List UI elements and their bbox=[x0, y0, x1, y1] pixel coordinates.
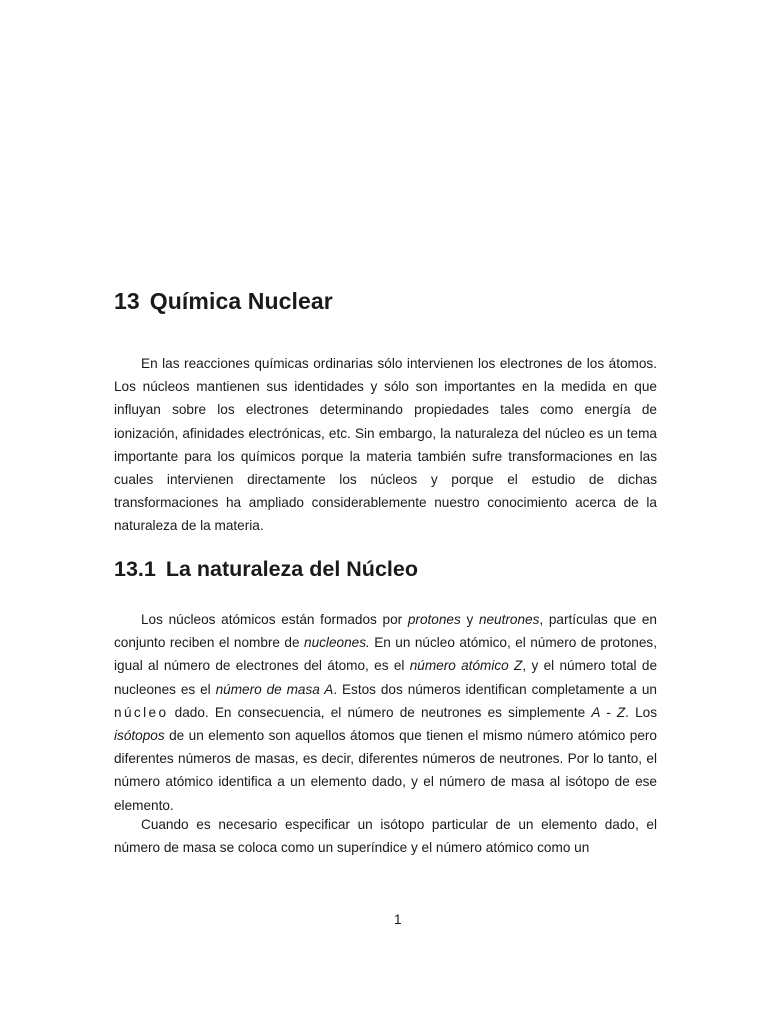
text-run: y bbox=[460, 612, 479, 627]
formula-a-minus-z: A - Z bbox=[591, 704, 626, 720]
term-neutrones: neutrones bbox=[478, 612, 540, 627]
page-number: 1 bbox=[394, 912, 402, 927]
notation-text: Cuando es necesario especificar un isótopo particular de un elemento dado, el número de masa se coloca como un superíndice y el número atómico como un bbox=[114, 817, 657, 856]
term-protones: protones bbox=[407, 612, 461, 627]
nucleus-paragraph bbox=[114, 608, 657, 817]
text-run: dado. En consecuencia, el número de neutrones es simplemente bbox=[168, 704, 592, 720]
spaced-word-nucleo: núcleo bbox=[114, 704, 169, 720]
chapter-number: 13 bbox=[114, 288, 140, 314]
term-numero-de-masa: número de masa A bbox=[215, 681, 334, 697]
text-run: , partículas que en conjunto reciben el nombre de bbox=[114, 612, 657, 651]
document-page bbox=[114, 0, 657, 1024]
term-numero-atomico: número atómico Z bbox=[409, 658, 523, 674]
text-run: Los núcleos atómicos están formados por bbox=[141, 612, 408, 627]
text-run: . Estos dos números identifican completamente a un bbox=[333, 681, 657, 697]
section-heading bbox=[114, 557, 418, 582]
notation-paragraph bbox=[114, 813, 657, 859]
intro-text: En las reacciones químicas ordinarias sólo intervienen los electrones de los átomos. Los núcleos mantienen sus identidades y sólo son importantes en la medida en que influyan sobre los electrones determinando propiedades tales como energía de ionización, afinidades electrónicas, etc. Sin embargo, la naturaleza del núcleo es un tema importante para los químicos porque la materia también sufre transformaciones en las cuales intervienen directamente los núcleos y porque el estudio de dichas transformaciones ha ampliado considerablemente nuestro conocimiento acerca de la naturaleza de la materia. bbox=[114, 356, 657, 534]
text-run: En un núcleo atómico, el número de protones, igual al número de electrones del átomo, es el bbox=[114, 635, 658, 674]
section-title: La naturaleza del Núcleo bbox=[165, 557, 418, 581]
section-number: 13.1 bbox=[114, 557, 156, 581]
text-run: , y el número total de nucleones es el bbox=[114, 658, 658, 697]
term-nucleones: nucleones. bbox=[304, 635, 370, 651]
chapter-title: Química Nuclear bbox=[149, 288, 333, 314]
chapter-heading bbox=[114, 288, 333, 315]
intro-paragraph bbox=[114, 352, 657, 538]
text-run: . Los bbox=[625, 704, 657, 720]
text-run: de un elemento son aquellos átomos que tienen el mismo número atómico pero diferentes números de masas, es decir, diferentes números de neutrones. Por lo tanto, el número atómico identifica a un elemento dado, y el número de masa al isótopo de ese elemento. bbox=[114, 728, 657, 813]
term-isotopos: isótopos bbox=[114, 728, 165, 744]
